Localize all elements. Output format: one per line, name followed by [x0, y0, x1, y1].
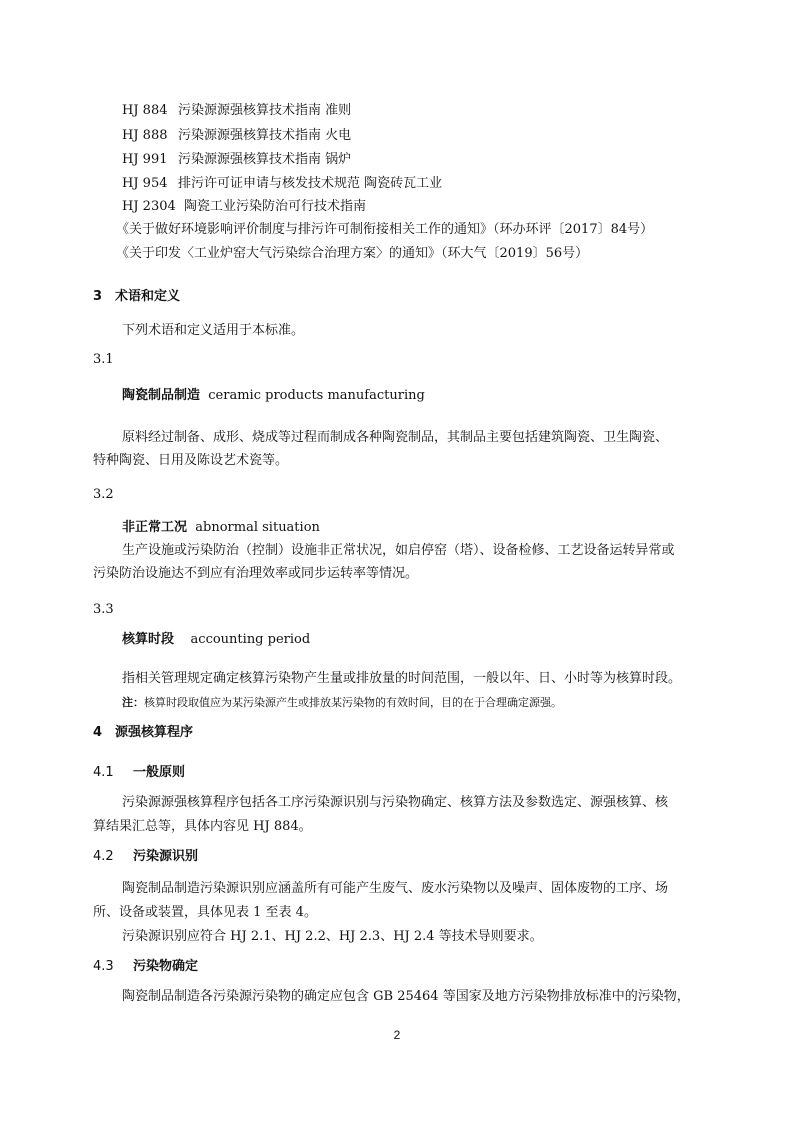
term-zh: 核算时段	[122, 632, 175, 647]
notice-line-2: 《关于印发〈工业炉窑大气污染综合治理方案〉的通知》（环大气〔2019〕56号）	[116, 246, 589, 261]
term-definition-line: 生产设施或污染防治（控制）设施非正常状况，如启停窑（塔）、设备检修、工艺设备运转异常或	[122, 543, 675, 558]
subsection-number: 4.1	[93, 765, 114, 780]
term-heading	[122, 388, 425, 404]
note	[122, 695, 562, 711]
term-en: ceramic products manufacturing	[208, 388, 425, 403]
section-number: 3	[93, 289, 103, 304]
subsection-number: 4.3	[93, 959, 114, 974]
ref-code: HJ 954	[122, 176, 168, 191]
paragraph-line: 陶瓷制品制造污染源识别应涵盖所有可能产生废气、废水污染物以及噪声、固体废物的工序、场	[122, 881, 669, 896]
page-number: 2	[393, 1028, 401, 1042]
ref-title: 污染源源强核算技术指南 准则	[178, 103, 352, 118]
ref-line-4	[122, 176, 442, 192]
subsection-title: 污染源识别	[133, 849, 199, 864]
subsection-heading	[93, 765, 185, 781]
section-title: 术语和定义	[115, 289, 181, 304]
notice-line-1: 《关于做好环境影响评价制度与排污许可制衔接相关工作的通知》（环办环评〔2017〕84号）	[116, 222, 654, 237]
paragraph-line: 污染源源强核算程序包括各工序污染源识别与污染物确定、核算方法及参数选定、源强核算、核	[122, 795, 669, 810]
section-number: 4	[93, 725, 103, 740]
subsection-heading	[93, 849, 198, 865]
term-number: 3.3	[93, 602, 114, 617]
term-heading	[122, 520, 320, 536]
ref-line-5	[122, 199, 366, 215]
ref-code: HJ 888	[122, 128, 168, 143]
ref-code: HJ 884	[122, 103, 168, 118]
ref-code: HJ 991	[122, 152, 168, 167]
section-3-intro: 下列术语和定义适用于本标准。	[122, 323, 305, 338]
ref-code: HJ 2304	[122, 199, 176, 214]
subsection-number: 4.2	[93, 849, 114, 864]
paragraph-line: 算结果汇总等，具体内容见 HJ 884。	[93, 819, 312, 834]
ref-line-1	[122, 103, 351, 119]
term-heading	[122, 632, 310, 648]
term-en: accounting period	[190, 632, 311, 647]
term-definition-line: 特种陶瓷、日用及陈设艺术瓷等。	[93, 453, 289, 468]
ref-title: 污染源源强核算技术指南 锅炉	[178, 152, 352, 167]
section-4-heading	[93, 725, 193, 741]
term-number: 3.1	[93, 352, 114, 367]
paragraph-line: 陶瓷制品制造各污染源污染物的确定应包含 GB 25464 等国家及地方污染物排放标准中的污染物，	[122, 989, 690, 1004]
term-definition-line: 污染防治设施达不到应有治理效率或同步运转率等情况。	[93, 566, 419, 581]
ref-title: 陶瓷工业污染防治可行技术指南	[184, 199, 367, 214]
ref-line-2	[122, 128, 351, 144]
subsection-title: 污染物确定	[133, 959, 199, 974]
paragraph-line: 污染源识别应符合 HJ 2.1、HJ 2.2、HJ 2.3、HJ 2.4 等技术导则要求。	[122, 929, 543, 944]
term-zh: 非正常工况	[122, 520, 188, 535]
term-en: abnormal situation	[195, 520, 320, 535]
ref-line-3	[122, 152, 351, 168]
term-zh: 陶瓷制品制造	[122, 388, 201, 403]
subsection-heading	[93, 959, 198, 975]
note-label: 注：	[122, 696, 144, 709]
note-text: 核算时段取值应为某污染源产生或排放某污染物的有效时间，目的在于合理确定源强。	[144, 696, 562, 709]
section-3-heading	[93, 289, 180, 305]
paragraph-line: 所、设备或装置，具体见表 1 至表 4。	[93, 905, 317, 920]
subsection-title: 一般原则	[133, 765, 186, 780]
term-number: 3.2	[93, 487, 114, 502]
ref-title: 排污许可证申请与核发技术规范 陶瓷砖瓦工业	[178, 176, 443, 191]
term-definition-line: 原料经过制备、成形、烧成等过程而制成各种陶瓷制品，其制品主要包括建筑陶瓷、卫生陶瓷、	[122, 430, 669, 445]
ref-title: 污染源源强核算技术指南 火电	[178, 128, 352, 143]
term-definition-line: 指相关管理规定确定核算污染物产生量或排放量的时间范围，一般以年、日、小时等为核算时段。	[122, 671, 682, 686]
section-title: 源强核算程序	[115, 725, 194, 740]
